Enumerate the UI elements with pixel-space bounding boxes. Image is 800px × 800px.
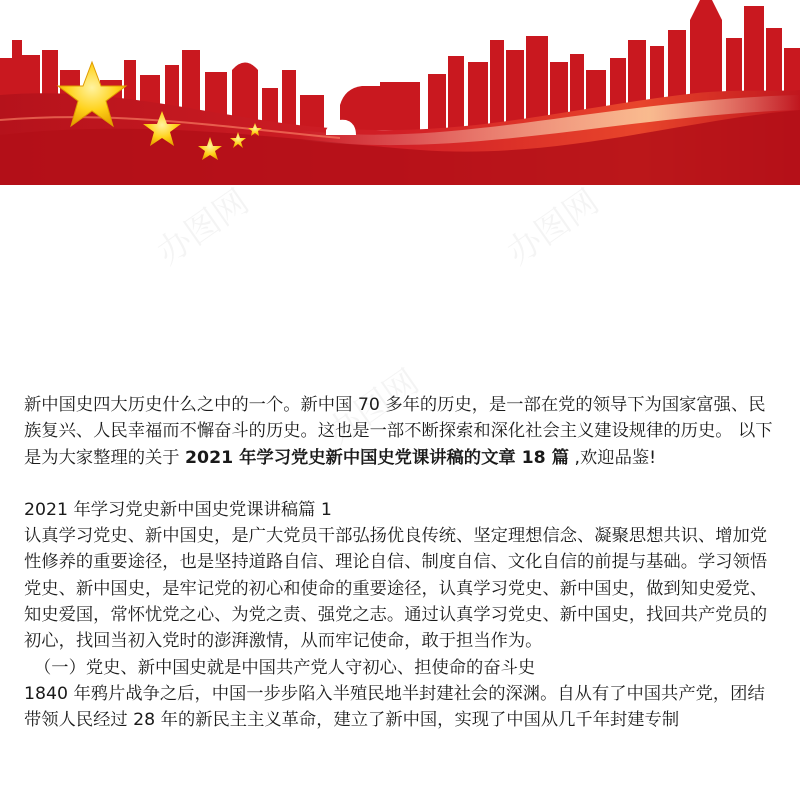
watermark — [145, 175, 257, 274]
intro-paragraph — [24, 392, 780, 471]
article-body — [24, 392, 780, 734]
watermark — [495, 175, 607, 274]
intro-text: 新中国史四大历史什么之中的一个。新中国 70 多年的历史，是一部在党的领导下为国家富强、民族复兴、人民幸福而不懈奋斗的历史。这也是一部不断探索和深化社会主义建设规律的历史。 以下是为大家整理的关于 — [24, 395, 773, 468]
section-heading: （一）党史、新中国史就是中国共产党人守初心、担使命的奋斗史 — [34, 657, 536, 678]
intro-tail: ,欢迎品鉴! — [569, 447, 657, 468]
header-banner — [0, 0, 800, 185]
intro-bold-title: 2021 年学习党史新中国史党课讲稿的文章 18 篇 — [185, 447, 570, 468]
paragraph: 1840 年鸦片战争之后，中国一步步陷入半殖民地半封建社会的深渊。自从有了中国共产党，团结带领人民经过 28 年的新民主主义革命，建立了新中国，实现了中国从几千年封建专制 — [24, 683, 765, 731]
article-heading: 2021 年学习党史新中国史党课讲稿篇 1 — [24, 499, 332, 520]
paragraph: 认真学习党史、新中国史，是广大党员干部弘扬优良传统、坚定理想信念、凝聚思想共识、增加党性修养的重要途径，也是坚持道路自信、理论自信、制度自信、文化自信的前提与基础。学习领悟党史、新中国史，是牢记党的初心和使命的重要途径，认真学习党史、新中国史，做到知史爱党、知史爱国，常怀忧党之心、为党之责、强党之志。通过认真学习党史、新中国史，找回共产党员的初心，找回当初入党时的澎湃激情，从而牢记使命，敢于担当作为。 — [24, 526, 768, 652]
